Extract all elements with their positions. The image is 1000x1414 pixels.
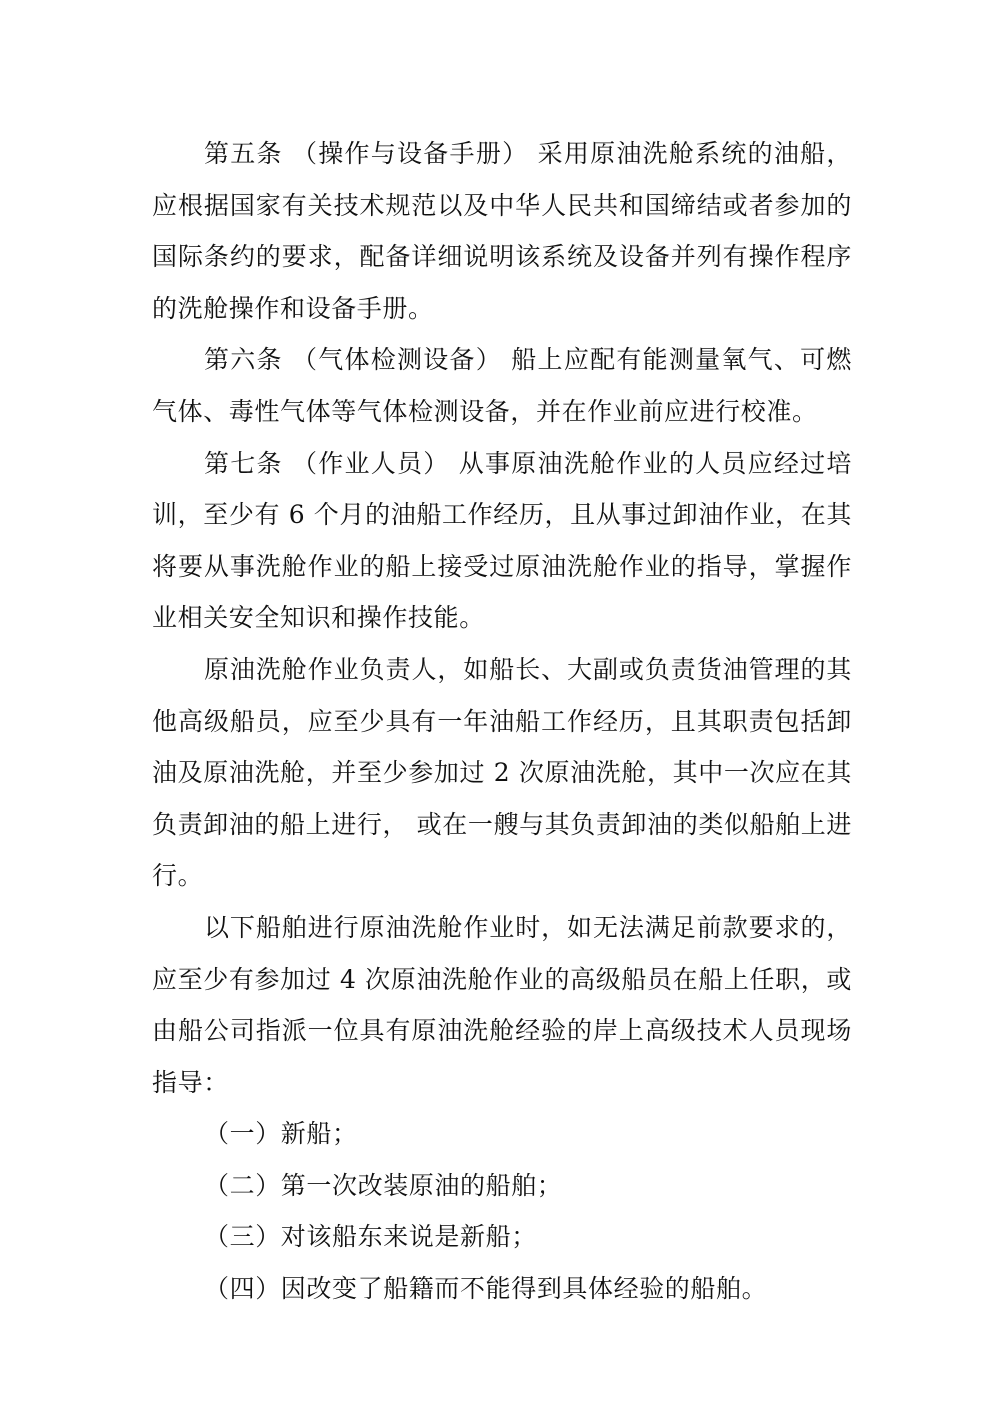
list-item-3: （三）对该船东来说是新船；: [204, 1222, 537, 1252]
article-6: [152, 334, 852, 437]
article-6-body: 船上应配有能测量氧气、可燃气体、毒性气体等气体检测设备，并在作业前应进行校准。: [152, 345, 853, 426]
paragraph-exception: 以下船舶进行原油洗舱作业时，如无法满足前款要求的，应至少有参加过 4 次原油洗舱作业的高级船员在船上任职，或由船公司指派一位具有原油洗舱经验的岸上高级技术人员现场指导：: [152, 912, 852, 1097]
list-item-1: （一）新船；: [204, 1119, 358, 1149]
article-5: [152, 128, 852, 334]
article-7-body: 从事原油洗舱作业的人员应经过培训，至少有 6 个月的油船工作经历，且从事过卸油作业，在其将要从事洗舱作业的船上接受过原油洗舱作业的指导，掌握作业相关安全知识和操作技能。: [152, 448, 853, 633]
list-item-4: （四）因改变了船籍而不能得到具体经验的船舶。: [204, 1274, 768, 1304]
paragraph-officer: 原油洗舱作业负责人，如船长、大副或负责货油管理的其他高级船员，应至少具有一年油船工作经历，且其职责包括卸油及原油洗舱，并至少参加过 2 次原油洗舱，其中一次应在其负责卸油的船上进行， 或在一艘与其负责卸油的类似船舶上进行。: [152, 654, 852, 891]
article-5-body: 采用原油洗舱系统的油船，应根据国家有关技术规范以及中华人民共和国缔结或者参加的国际条约的要求，配备详细说明该系统及设备并列有操作程序的洗舱操作和设备手册。: [152, 139, 853, 323]
document-body: [152, 128, 852, 1315]
article-7: [152, 438, 852, 644]
article-6-title: （气体检测设备）: [292, 345, 503, 375]
article-7-number: 第七条: [204, 448, 283, 478]
article-5-number: 第五条: [204, 139, 283, 168]
article-6-number: 第六条: [204, 345, 283, 375]
article-7-title: （作业人员）: [292, 448, 450, 478]
list-item-2: （二）第一次改装原油的船舶；: [204, 1170, 563, 1200]
article-5-title: （操作与设备手册）: [292, 139, 529, 168]
